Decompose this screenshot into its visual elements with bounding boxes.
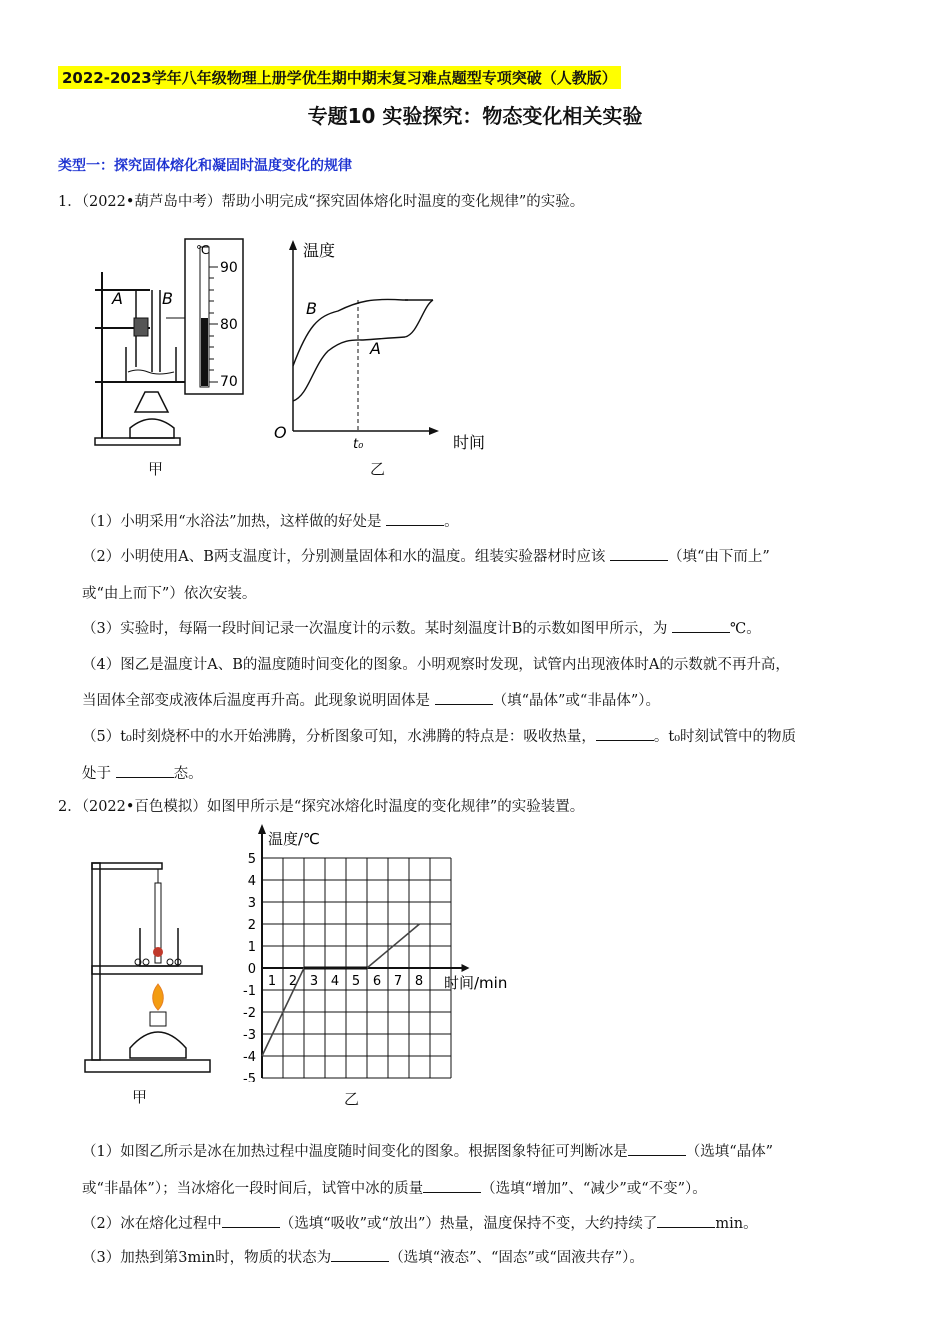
- blank[interactable]: [672, 618, 730, 633]
- thermo-tick-90: 90: [220, 260, 238, 276]
- q2-apparatus-figure: [80, 858, 220, 1080]
- q1-curve-b-label: B: [306, 299, 317, 318]
- q1-part2-cont: 或“由上而下”）依次安装。: [82, 586, 257, 602]
- blank[interactable]: [423, 1178, 481, 1193]
- y-tick-label: -3: [243, 1028, 256, 1043]
- blank[interactable]: [657, 1213, 715, 1228]
- blank[interactable]: [628, 1141, 686, 1156]
- x-tick-label: 2: [288, 974, 298, 989]
- blank[interactable]: [331, 1247, 389, 1262]
- header-banner: 2022-2023学年八年级物理上册学优生期中期末复习难点题型专项突破（人教版）: [58, 66, 621, 89]
- q1-stem: 1．（2022•葫芦岛中考）帮助小明完成“探究固体熔化时温度的变化规律”的实验。: [58, 194, 585, 210]
- blank[interactable]: [116, 763, 174, 778]
- x-tick-label: 1: [267, 974, 277, 989]
- y-tick-label: 1: [247, 940, 256, 955]
- x-tick-label: 3: [309, 974, 319, 989]
- blank[interactable]: [435, 690, 493, 705]
- blank[interactable]: [610, 546, 668, 561]
- x-tick-label: 5: [351, 974, 361, 989]
- q2-part1-cont: 或“非晶体”）；当冰熔化一段时间后，试管中冰的质量 （选填“增加”、“减少”或“不变”）。: [82, 1177, 707, 1198]
- q1-part4: （4）图乙是温度计A、B的温度随时间变化的图象。小明观察时发现，试管内出现液体时A的示数就不再升高，: [82, 657, 790, 673]
- x-axis-arrow: [462, 964, 470, 972]
- q1-part2: （2）小明使用A、B两支温度计，分别测量固体和水的温度。组装实验器材时应该 （填“由下而上”: [82, 545, 770, 566]
- label-b: B: [162, 289, 173, 308]
- page-title: 专题10 实验探究：物态变化相关实验: [307, 104, 643, 128]
- blank[interactable]: [222, 1213, 280, 1228]
- x-tick-label: 6: [372, 974, 382, 989]
- q1-curve-a-label: A: [370, 339, 381, 358]
- q2-fig-jia: 甲: [132, 1088, 148, 1106]
- section-heading: 类型一：探究固体熔化和凝固时温度变化的规律: [58, 158, 352, 174]
- q1-part1: （1）小明采用“水浴法”加热，这样做的好处是 。: [82, 510, 459, 531]
- y-tick-label: -5: [243, 1072, 256, 1082]
- q1-fig-jia: 甲: [148, 460, 164, 478]
- q2-chart-xlabel: 时间/min: [444, 974, 508, 992]
- q2-part2: （2）冰在熔化过程中 （选填“吸收”或“放出”）热量，温度保持不变，大约持续了 min。: [82, 1212, 758, 1233]
- y-tick-label: 3: [247, 896, 256, 911]
- x-tick-label: 8: [414, 974, 424, 989]
- x-tick-label: 4: [330, 974, 340, 989]
- thermo-tick-70: 70: [220, 374, 238, 390]
- q1-graph-xlabel: 时间: [453, 433, 486, 452]
- y-tick-label: 0: [247, 962, 256, 977]
- y-tick-label: 4: [247, 874, 256, 889]
- y-tick-label: 2: [247, 918, 256, 933]
- blank[interactable]: [596, 726, 654, 741]
- q2-part3: （3）加热到第3min时，物质的状态为 （选填“液态”、“固态”或“固液共存”）。: [82, 1246, 644, 1267]
- q1-fig-yi: 乙: [370, 460, 386, 478]
- q1-part5-cont: 处于 态。: [82, 762, 203, 783]
- y-tick-label: -2: [243, 1006, 256, 1021]
- q1-part3: （3）实验时，每隔一段时间记录一次温度计的示数。某时刻温度计B的示数如图甲所示，为 ℃。: [82, 617, 761, 638]
- q2-part1: （1）如图乙所示是冰在加热过程中温度随时间变化的图象。根据图象特征可判断冰是 （选填“晶体”: [82, 1140, 773, 1161]
- blank[interactable]: [386, 511, 444, 526]
- q1-graph-origin: O: [274, 423, 287, 442]
- y-tick-label: -4: [243, 1050, 256, 1065]
- y-tick-label: 5: [247, 852, 256, 867]
- thermo-unit: ℃: [196, 243, 210, 257]
- q2-fig-yi: 乙: [344, 1090, 360, 1108]
- q1-graph-t0: t₀: [353, 437, 364, 452]
- q1-graph-ylabel: 温度: [303, 241, 336, 260]
- q2-chart: [238, 822, 528, 1082]
- q1-part5: （5）t₀时刻烧杯中的水开始沸腾，分析图象可知，水沸腾的特点是：吸收热量， 。t₀时刻试管中的物质: [82, 725, 796, 746]
- y-axis-arrow: [258, 824, 266, 834]
- q2-stem: 2．（2022•百色模拟）如图甲所示是“探究冰熔化时温度的变化规律”的实验装置。: [58, 799, 585, 815]
- y-tick-label: -1: [243, 984, 256, 999]
- x-tick-label: 7: [393, 974, 403, 989]
- q1-part4-cont: 当固体全部变成液体后温度再升高。此现象说明固体是 （填“晶体”或“非晶体”）。: [82, 689, 660, 710]
- label-a: A: [112, 289, 123, 308]
- q1-apparatus-figure: [90, 232, 255, 457]
- thermo-tick-80: 80: [220, 317, 238, 333]
- q1-graph: [268, 236, 498, 456]
- q2-chart-ylabel: 温度/℃: [268, 830, 320, 848]
